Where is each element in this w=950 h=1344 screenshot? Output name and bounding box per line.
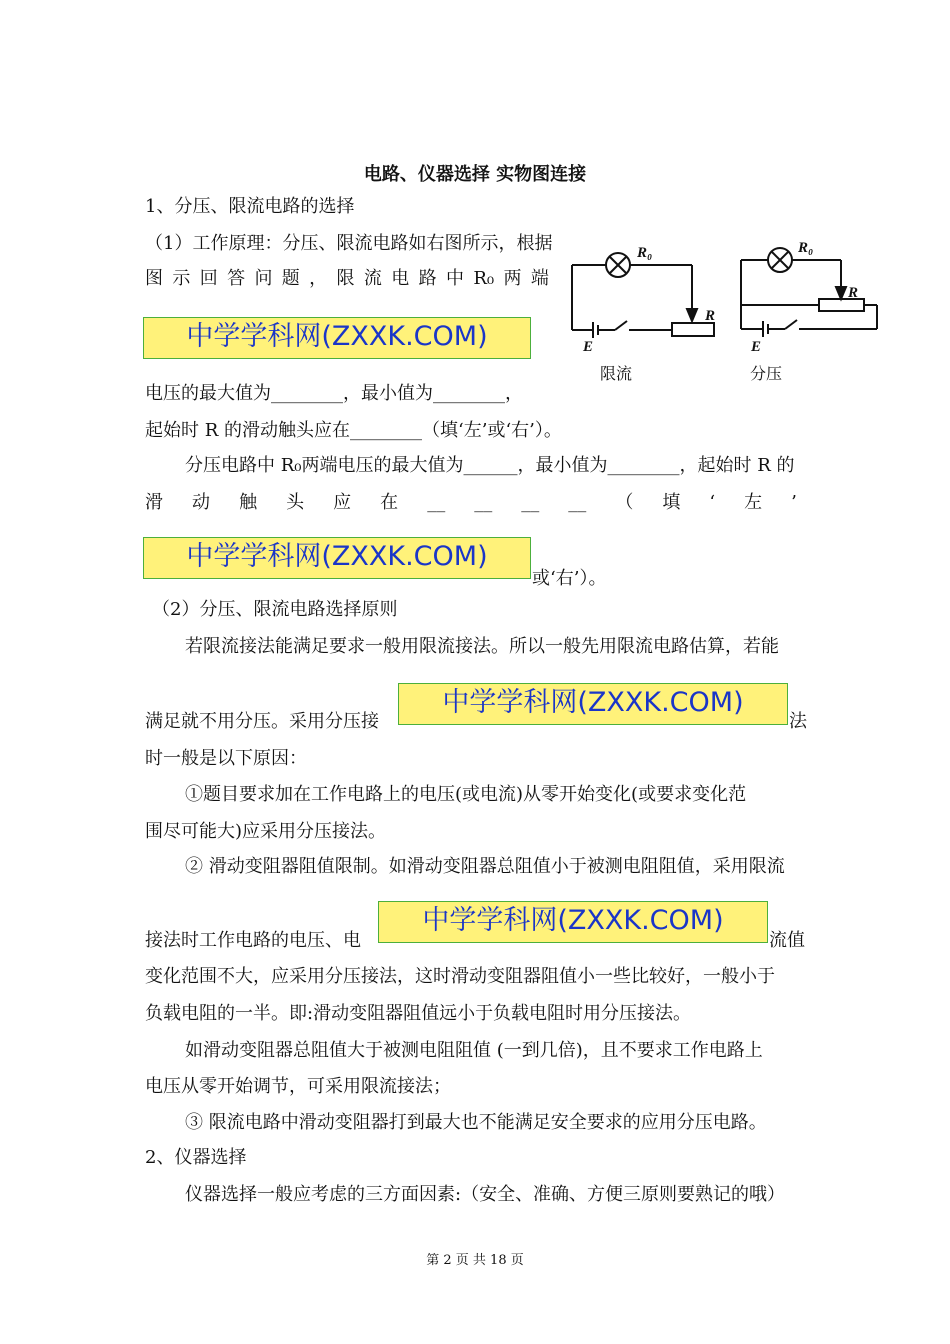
justified-word: 在 bbox=[380, 492, 399, 513]
justified-word: 头 bbox=[286, 492, 305, 513]
justified-word: 应 bbox=[333, 492, 352, 513]
justified-word: 中 bbox=[445, 268, 464, 289]
diagram-caption-right: 分压 bbox=[750, 364, 783, 383]
justified-line-1 bbox=[145, 267, 549, 291]
watermark-banner: 中学学科网(ZXXK.COM) bbox=[143, 537, 531, 579]
paragraph-line: ③ 限流电路中滑动变阻器打到最大也不能满足安全要求的应用分压电路。 bbox=[185, 1112, 767, 1133]
label-r0: R₀ bbox=[798, 240, 814, 256]
justified-word: ‘ bbox=[709, 492, 716, 513]
section-heading-1: 1、分压、限流电路的选择 bbox=[145, 196, 355, 217]
justified-word: 滑 bbox=[145, 492, 163, 513]
paragraph-line: ② 滑动变阻器阻值限制。如滑动变阻器总阻值小于被测电阻阻值，采用限流 bbox=[185, 856, 785, 877]
rheostat-icon bbox=[672, 323, 714, 336]
justified-word: __ bbox=[568, 492, 587, 513]
label-e: E bbox=[751, 339, 762, 355]
label-r0: R₀ bbox=[637, 245, 653, 261]
paragraph-line: 负载电阻的一半。即:滑动变阻器阻值远小于负载电阻时用分压接法。 bbox=[145, 1003, 692, 1024]
paragraph-line: 满足就不用分压。采用分压接 bbox=[145, 711, 379, 732]
justified-word: 回 bbox=[199, 268, 218, 289]
justified-word: 限 bbox=[336, 268, 355, 289]
switch-icon bbox=[785, 320, 797, 329]
justified-word: 电 bbox=[391, 268, 410, 289]
page-footer: 第 2 页 共 18 页 bbox=[426, 1253, 524, 1268]
paragraph-line: 电压的最大值为________，最小值为________， bbox=[145, 383, 523, 404]
paragraph-line: ①题目要求加在工作电路上的电压(或电流)从零开始变化(或要求变化范 bbox=[185, 784, 747, 805]
paragraph-line: 起始时 R 的滑动触头应在________（填‘左’或‘右’）。 bbox=[145, 420, 562, 441]
justified-word: 左 bbox=[744, 492, 763, 513]
watermark-banner: 中学学科网(ZXXK.COM) bbox=[398, 683, 788, 725]
justified-word: R₀ bbox=[473, 268, 495, 289]
label-r: R bbox=[705, 308, 716, 324]
justified-word: 流 bbox=[363, 268, 382, 289]
justified-word: （ bbox=[615, 492, 634, 513]
paragraph-line: 或‘右’）。 bbox=[532, 568, 607, 589]
slider-arrow-icon bbox=[687, 309, 697, 321]
paragraph-line: 电压从零开始调节，可采用限流接法； bbox=[145, 1076, 451, 1097]
justified-word: 填 bbox=[662, 492, 681, 513]
paragraph-line: 如滑动变阻器总阻值大于被测电阻阻值 (一到几倍)，且不要求工作电路上 bbox=[185, 1040, 763, 1061]
paragraph-line: 仪器选择一般应考虑的三方面因素:（安全、准确、方便三原则要熟记的哦） bbox=[185, 1184, 786, 1205]
justified-word: __ bbox=[521, 492, 540, 513]
paragraph-line: （1）工作原理：分压、限流电路如右图所示，根据 bbox=[145, 233, 553, 254]
section-heading-2: 2、仪器选择 bbox=[145, 1147, 247, 1168]
justified-word: 问 bbox=[254, 268, 273, 289]
justified-word: ’ bbox=[791, 492, 797, 513]
justified-word: 题 bbox=[281, 268, 300, 289]
paragraph-line: 若限流接法能满足要求一般用限流接法。所以一般先用限流电路估算，若能 bbox=[185, 636, 779, 657]
watermark-banner: 中学学科网(ZXXK.COM) bbox=[378, 901, 768, 943]
slider-arrow-icon bbox=[836, 287, 846, 299]
paragraph-line: 流值 bbox=[769, 930, 805, 951]
paragraph-line: 围尽可能大)应采用分压接法。 bbox=[145, 821, 387, 842]
justified-word: 两 bbox=[503, 268, 522, 289]
section-heading-1-2: （2）分压、限流电路选择原则 bbox=[152, 599, 398, 620]
paragraph-line: 法 bbox=[789, 711, 807, 732]
paragraph-line: 变化范围不大，应采用分压接法，这时滑动变阻器阻值小一些比较好，一般小于 bbox=[145, 966, 775, 987]
justified-word: 动 bbox=[192, 492, 211, 513]
watermark-banner: 中学学科网(ZXXK.COM) bbox=[143, 317, 531, 359]
justified-word: ， bbox=[309, 268, 328, 289]
limiting-circuit bbox=[572, 253, 714, 338]
label-e: E bbox=[583, 339, 594, 355]
justified-word: 端 bbox=[530, 268, 549, 289]
justified-line-2 bbox=[145, 491, 797, 515]
justified-word: 答 bbox=[227, 268, 246, 289]
justified-word: __ bbox=[474, 492, 493, 513]
justified-word: 触 bbox=[239, 492, 258, 513]
justified-word: 图 bbox=[145, 268, 163, 289]
page-title: 电路、仪器选择 实物图连接 bbox=[363, 164, 587, 185]
justified-word: __ bbox=[427, 492, 446, 513]
justified-word: 路 bbox=[418, 268, 437, 289]
paragraph-line: 接法时工作电路的电压、电 bbox=[145, 930, 361, 951]
label-r: R bbox=[848, 285, 859, 301]
switch-icon bbox=[615, 321, 627, 330]
diagram-caption-left: 限流 bbox=[600, 364, 633, 383]
paragraph-line: 分压电路中 R₀两端电压的最大值为______，最小值为________，起始时 R 的 bbox=[185, 455, 795, 476]
justified-word: 示 bbox=[172, 268, 191, 289]
paragraph-line: 时一般是以下原因： bbox=[145, 748, 307, 769]
